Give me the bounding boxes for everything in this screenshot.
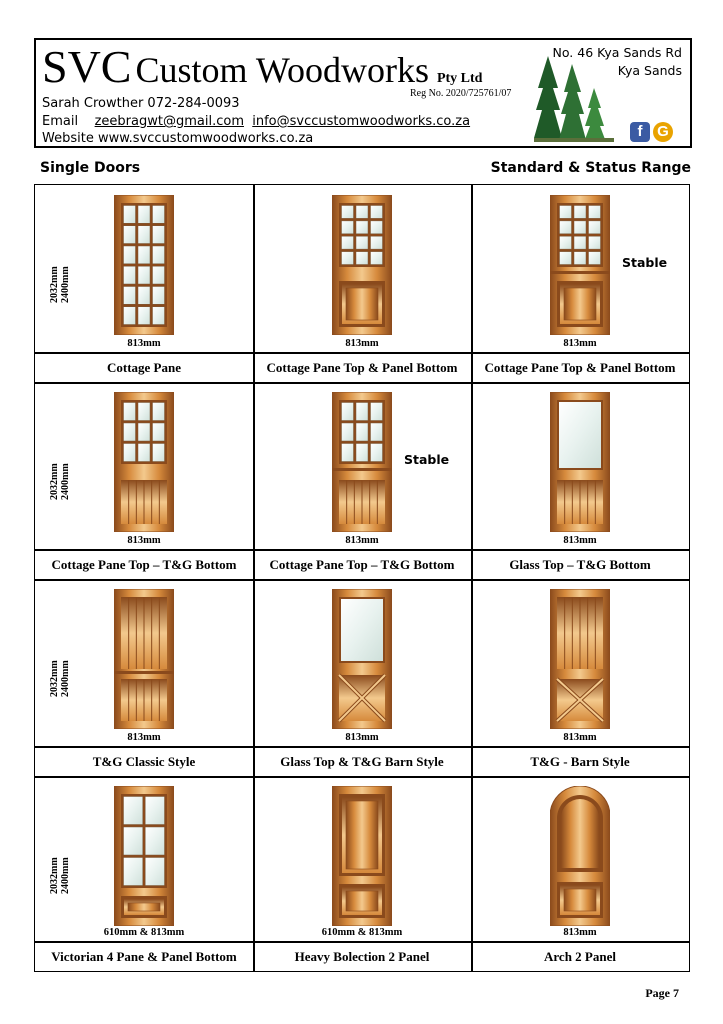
glass-pane xyxy=(574,221,586,234)
glass-pane xyxy=(342,252,354,265)
door-item xyxy=(35,185,253,382)
door-caption: Cottage Pane Top & Panel Bottom xyxy=(484,360,676,375)
glass-pane xyxy=(124,444,136,462)
glass-pane xyxy=(560,221,572,234)
glass-pane xyxy=(342,221,354,234)
glass-pane xyxy=(138,307,150,325)
glass-pane xyxy=(371,444,383,462)
glass-pane xyxy=(124,423,136,441)
door-height-label xyxy=(49,660,71,697)
height-2400: 2400mm xyxy=(60,463,71,500)
brand-svc: SVC xyxy=(42,41,132,92)
google-plus-icon[interactable]: G xyxy=(653,122,673,142)
contact-name-phone: Sarah Crowther 072-284-0093 xyxy=(42,96,240,111)
height-2032: 2032mm xyxy=(49,857,60,894)
door-caption: Glass Top & T&G Barn Style xyxy=(280,754,444,769)
brand-pty-ltd: Pty Ltd xyxy=(436,71,483,86)
glass-pane xyxy=(342,403,354,421)
glass-pane xyxy=(371,423,383,441)
door-caption: T&G - Barn Style xyxy=(530,754,630,769)
glass-pane xyxy=(356,444,368,462)
stable-split xyxy=(550,271,610,274)
door-item xyxy=(35,776,253,971)
glass-pane xyxy=(145,797,164,825)
pine-trees-logo xyxy=(534,48,614,144)
door-caption: Heavy Bolection 2 Panel xyxy=(294,949,430,964)
glass-pane xyxy=(153,266,165,284)
contact-website[interactable]: Website www.svccustomwoodworks.co.za xyxy=(42,131,314,146)
glass-pane xyxy=(124,307,136,325)
glass-pane xyxy=(371,221,383,234)
glass-pane xyxy=(124,858,143,886)
page-number: Page 7 xyxy=(645,986,679,1000)
glass-pane xyxy=(589,221,601,234)
glass-pane xyxy=(356,221,368,234)
range-title: Standard & Status Range xyxy=(490,160,691,176)
door-height-label xyxy=(49,463,71,500)
glass-pane xyxy=(560,252,572,265)
section-title: Single Doors xyxy=(40,160,141,176)
door-item xyxy=(253,579,471,776)
height-2400: 2400mm xyxy=(60,660,71,697)
door-illustration xyxy=(114,589,174,729)
stable-label: Stable xyxy=(622,255,668,270)
stable-split xyxy=(332,468,392,471)
email-link-1[interactable]: zeebragwt@gmail.com xyxy=(94,114,244,129)
glass-pane xyxy=(145,827,164,855)
door-item xyxy=(471,185,689,382)
company-header xyxy=(34,38,692,148)
door-caption: Cottage Pane xyxy=(106,360,181,375)
door-illustration xyxy=(114,392,174,532)
glass-pane xyxy=(124,287,136,305)
social-icons xyxy=(630,122,673,142)
glass-pane xyxy=(356,403,368,421)
door-illustration xyxy=(114,195,174,335)
stable-label: Stable xyxy=(404,452,450,467)
email-label: Email xyxy=(42,114,79,129)
glass-pane xyxy=(124,226,136,244)
stable-split xyxy=(114,671,174,674)
glass-pane xyxy=(124,246,136,264)
height-2400: 2400mm xyxy=(60,266,71,303)
address-line-2: Kya Sands xyxy=(617,63,682,78)
glass-pane xyxy=(153,246,165,264)
facebook-icon[interactable]: f xyxy=(630,122,650,142)
registration-number: Reg No. 2020/725761/07 xyxy=(410,88,512,99)
glass-pane xyxy=(153,307,165,325)
glass-pane xyxy=(153,444,165,462)
glass-pane xyxy=(342,444,354,462)
address-line-1: No. 46 Kya Sands Rd xyxy=(552,45,682,60)
glass-pane xyxy=(124,266,136,284)
glass-pane xyxy=(371,403,383,421)
glass-pane xyxy=(342,206,354,219)
door-illustration xyxy=(332,392,392,532)
glass-pane xyxy=(342,236,354,249)
glass-pane xyxy=(124,403,136,421)
door-caption: Cottage Pane Top – T&G Bottom xyxy=(269,557,455,572)
door-item xyxy=(253,185,471,382)
door-illustration xyxy=(114,786,174,926)
height-2032: 2032mm xyxy=(49,463,60,500)
door-width-label: 813mm xyxy=(563,338,597,349)
glass-pane xyxy=(153,287,165,305)
glass-pane xyxy=(356,236,368,249)
glass-pane xyxy=(138,206,150,224)
height-2032: 2032mm xyxy=(49,266,60,303)
door-item xyxy=(471,579,689,776)
door-catalogue-grid xyxy=(34,184,690,972)
door-width-label: 610mm & 813mm xyxy=(321,927,403,938)
glass-pane xyxy=(560,206,572,219)
glass-pane xyxy=(145,858,164,886)
door-caption: Arch 2 Panel xyxy=(544,949,616,964)
glass-pane xyxy=(124,827,143,855)
door-caption: Cottage Pane Top & Panel Bottom xyxy=(266,360,458,375)
door-width-label: 813mm xyxy=(127,732,161,743)
door-item xyxy=(253,382,471,579)
door-item xyxy=(35,382,253,579)
door-width-label: 813mm xyxy=(563,927,597,938)
glass-pane xyxy=(574,236,586,249)
glass-pane xyxy=(138,423,150,441)
glass-pane xyxy=(371,252,383,265)
brand-custom-woodworks: Custom Woodworks xyxy=(135,50,429,90)
door-width-label: 610mm & 813mm xyxy=(103,927,185,938)
glass-pane xyxy=(138,266,150,284)
door-caption: Cottage Pane Top – T&G Bottom xyxy=(51,557,237,572)
door-width-label: 813mm xyxy=(345,535,379,546)
glass-pane xyxy=(589,252,601,265)
door-item xyxy=(35,579,253,776)
door-caption: Glass Top – T&G Bottom xyxy=(509,557,651,572)
glass-pane xyxy=(138,246,150,264)
door-illustration xyxy=(332,589,392,729)
door-width-label: 813mm xyxy=(127,535,161,546)
contact-email xyxy=(42,114,470,129)
glass-pane xyxy=(574,206,586,219)
door-illustration xyxy=(332,195,392,335)
glass-pane xyxy=(124,797,143,825)
door-height-label xyxy=(49,266,71,303)
door-illustration xyxy=(550,786,610,926)
door-item xyxy=(471,382,689,579)
glass-pane xyxy=(356,206,368,219)
door-height-label xyxy=(49,857,71,894)
email-link-2[interactable]: info@svccustomwoodworks.co.za xyxy=(252,114,471,129)
glass-pane xyxy=(356,252,368,265)
glass-pane xyxy=(124,206,136,224)
glass-pane xyxy=(371,236,383,249)
height-2032: 2032mm xyxy=(49,660,60,697)
door-illustration xyxy=(550,589,610,729)
door-item xyxy=(253,776,471,971)
door-illustration xyxy=(550,195,610,335)
glass-pane xyxy=(574,252,586,265)
door-width-label: 813mm xyxy=(127,338,161,349)
door-caption: T&G Classic Style xyxy=(92,754,196,769)
door-width-label: 813mm xyxy=(563,732,597,743)
glass-pane xyxy=(138,403,150,421)
glass-pane xyxy=(560,236,572,249)
door-caption: Victorian 4 Pane & Panel Bottom xyxy=(51,949,237,964)
door-illustration xyxy=(332,786,392,926)
glass-pane xyxy=(356,423,368,441)
door-width-label: 813mm xyxy=(563,535,597,546)
company-name xyxy=(42,40,482,93)
door-illustration xyxy=(550,392,610,532)
glass-pane xyxy=(138,226,150,244)
glass-pane xyxy=(589,206,601,219)
glass-pane xyxy=(138,444,150,462)
glass-pane xyxy=(153,423,165,441)
glass-pane xyxy=(153,226,165,244)
door-width-label: 813mm xyxy=(345,338,379,349)
door-item xyxy=(471,776,689,971)
glass-pane xyxy=(138,287,150,305)
glass-pane xyxy=(342,423,354,441)
door-width-label: 813mm xyxy=(345,732,379,743)
glass-pane xyxy=(589,236,601,249)
glass-pane xyxy=(371,206,383,219)
glass-pane xyxy=(153,206,165,224)
glass-pane xyxy=(153,403,165,421)
height-2400: 2400mm xyxy=(60,857,71,894)
